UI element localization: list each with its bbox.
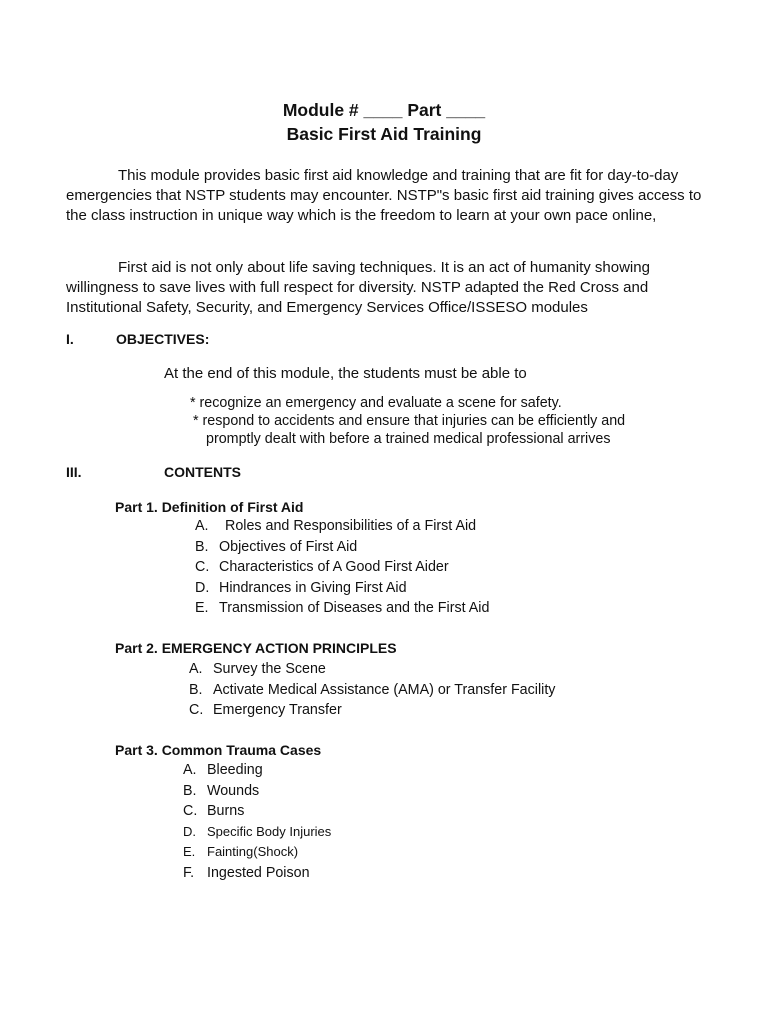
module-title: Module # ____ Part ____: [282, 100, 486, 120]
intro-paragraph-1: [66, 166, 702, 226]
objectives-section-number: I.: [66, 331, 74, 347]
part-1-list: [195, 516, 489, 619]
part-2-heading: Part 2. EMERGENCY ACTION PRINCIPLES: [115, 640, 397, 656]
list-item: C. Emergency Transfer: [189, 702, 342, 718]
list-item: B. Activate Medical Assistance (AMA) or Transfer Facility: [189, 681, 556, 698]
contents-section-title: CONTENTS: [164, 464, 241, 480]
intro-paragraph-2: [66, 258, 702, 318]
objectives-section-title: OBJECTIVES:: [116, 331, 210, 347]
list-item: B. Wounds: [183, 782, 260, 799]
list-item: A. Survey the Scene: [189, 661, 326, 677]
list-item: F. Ingested Poison: [183, 864, 310, 881]
list-item: D. Hindrances in Giving First Aid: [195, 579, 407, 596]
part-3-heading: Part 3. Common Trauma Cases: [115, 742, 322, 758]
module-subtitle: Basic First Aid Training: [286, 124, 482, 144]
list-item: C. Characteristics of A Good First Aider: [195, 559, 449, 575]
list-item: D. Specific Body Injuries: [183, 823, 332, 839]
intro-paragraph-2-text: First aid is not only about life saving techniques. It is an act of humanity showing willingness to save lives with full respect for diversity. NSTP adapted the Red Cross and Institutional Safety, Security, and Emergency Services Office/ISSESO modules: [66, 259, 650, 316]
part-3-list: [183, 760, 331, 883]
objective-bullet-continuation: promptly dealt with before a trained medical professional arrives: [206, 431, 611, 447]
objectives-intro: At the end of this module, the students must be able to: [164, 365, 527, 382]
objective-bullet: * respond to accidents and ensure that injuries can be efficiently and: [193, 413, 626, 429]
part-2-list: [189, 659, 555, 721]
contents-section-number: III.: [66, 464, 82, 480]
objectives-bullet-list: [190, 394, 625, 448]
list-item: C. Burns: [183, 803, 245, 819]
part-1-heading: Part 1. Definition of First Aid: [115, 499, 304, 515]
intro-paragraph-1-text: This module provides basic first aid knowledge and training that are fit for day-to-day emergencies that NSTP students may encounter. NSTP"s basic first aid training gives access to the class instruction in unique way which is the freedom to learn at your own pace online,: [66, 167, 702, 224]
list-item: E. Fainting(Shock): [183, 844, 299, 859]
list-item: A. Bleeding: [183, 762, 263, 778]
list-item: B. Objectives of First Aid: [195, 538, 358, 555]
objective-bullet: * recognize an emergency and evaluate a scene for safety.: [190, 395, 562, 411]
list-item: E. Transmission of Diseases and the First Aid: [195, 600, 490, 616]
list-item: A. Roles and Responsibilities of a First Aid: [195, 518, 477, 534]
